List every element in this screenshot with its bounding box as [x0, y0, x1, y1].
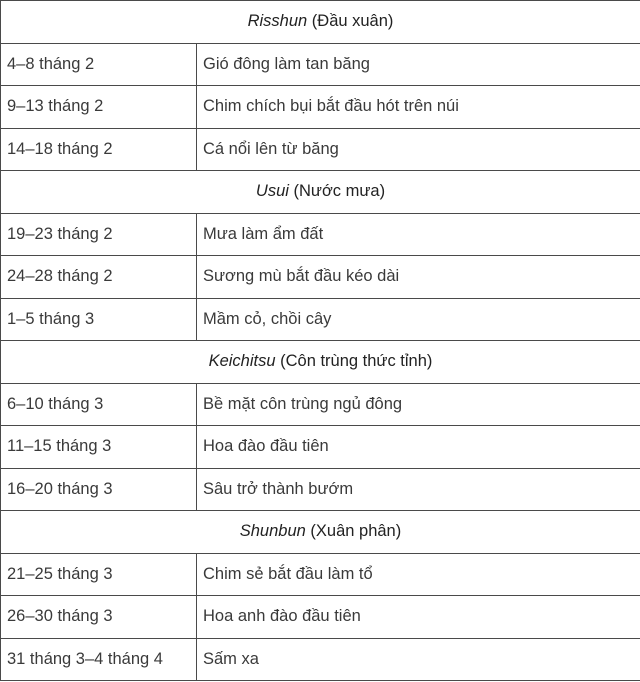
season-meaning: (Đầu xuân) — [307, 12, 394, 31]
season-header-row — [1, 1, 640, 44]
table-row — [1, 553, 640, 596]
season-romaji: Usui — [255, 182, 289, 201]
table-row — [1, 468, 640, 511]
table-row — [1, 86, 640, 129]
date-cell: 26–30 tháng 3 — [1, 596, 197, 639]
description-cell: Mầm cỏ, chồi cây — [197, 298, 640, 341]
date-cell: 14–18 tháng 2 — [1, 128, 197, 171]
description-cell: Hoa đào đầu tiên — [197, 426, 640, 469]
table-row — [1, 383, 640, 426]
date-cell: 4–8 tháng 2 — [1, 43, 197, 86]
description-cell: Chim sẻ bắt đầu làm tổ — [197, 553, 640, 596]
season-romaji: Risshun — [247, 12, 308, 31]
table-row — [1, 426, 640, 469]
description-cell: Bề mặt côn trùng ngủ đông — [197, 383, 640, 426]
date-cell: 16–20 tháng 3 — [1, 468, 197, 511]
table-row — [1, 128, 640, 171]
description-cell: Gió đông làm tan băng — [197, 43, 640, 86]
table-row — [1, 213, 640, 256]
table-row — [1, 256, 640, 299]
season-header — [1, 1, 640, 44]
date-cell: 24–28 tháng 2 — [1, 256, 197, 299]
description-cell: Sâu trở thành bướm — [197, 468, 640, 511]
description-cell: Mưa làm ẩm đất — [197, 213, 640, 256]
season-meaning: (Nước mưa) — [288, 182, 386, 201]
table-row — [1, 298, 640, 341]
date-cell: 19–23 tháng 2 — [1, 213, 197, 256]
date-cell: 6–10 tháng 3 — [1, 383, 197, 426]
table-row — [1, 43, 640, 86]
season-meaning: (Xuân phân) — [305, 522, 402, 541]
season-romaji: Keichitsu — [208, 352, 276, 371]
table-row — [1, 596, 640, 639]
season-romaji: Shunbun — [239, 522, 306, 541]
season-header-row — [1, 171, 640, 214]
date-cell: 9–13 tháng 2 — [1, 86, 197, 129]
description-cell: Sương mù bắt đầu kéo dài — [197, 256, 640, 299]
date-cell: 31 tháng 3–4 tháng 4 — [1, 638, 197, 681]
season-header — [1, 171, 640, 214]
date-cell: 11–15 tháng 3 — [1, 426, 197, 469]
description-cell: Chim chích bụi bắt đầu hót trên núi — [197, 86, 640, 129]
description-cell: Cá nổi lên từ băng — [197, 128, 640, 171]
season-header — [1, 511, 640, 554]
season-header-row — [1, 511, 640, 554]
date-cell: 21–25 tháng 3 — [1, 553, 197, 596]
season-header — [1, 341, 640, 384]
date-cell: 1–5 tháng 3 — [1, 298, 197, 341]
table-row — [1, 638, 640, 681]
description-cell: Sấm xa — [197, 638, 640, 681]
season-header-row — [1, 341, 640, 384]
season-meaning: (Côn trùng thức tỉnh) — [275, 352, 433, 371]
description-cell: Hoa anh đào đầu tiên — [197, 596, 640, 639]
